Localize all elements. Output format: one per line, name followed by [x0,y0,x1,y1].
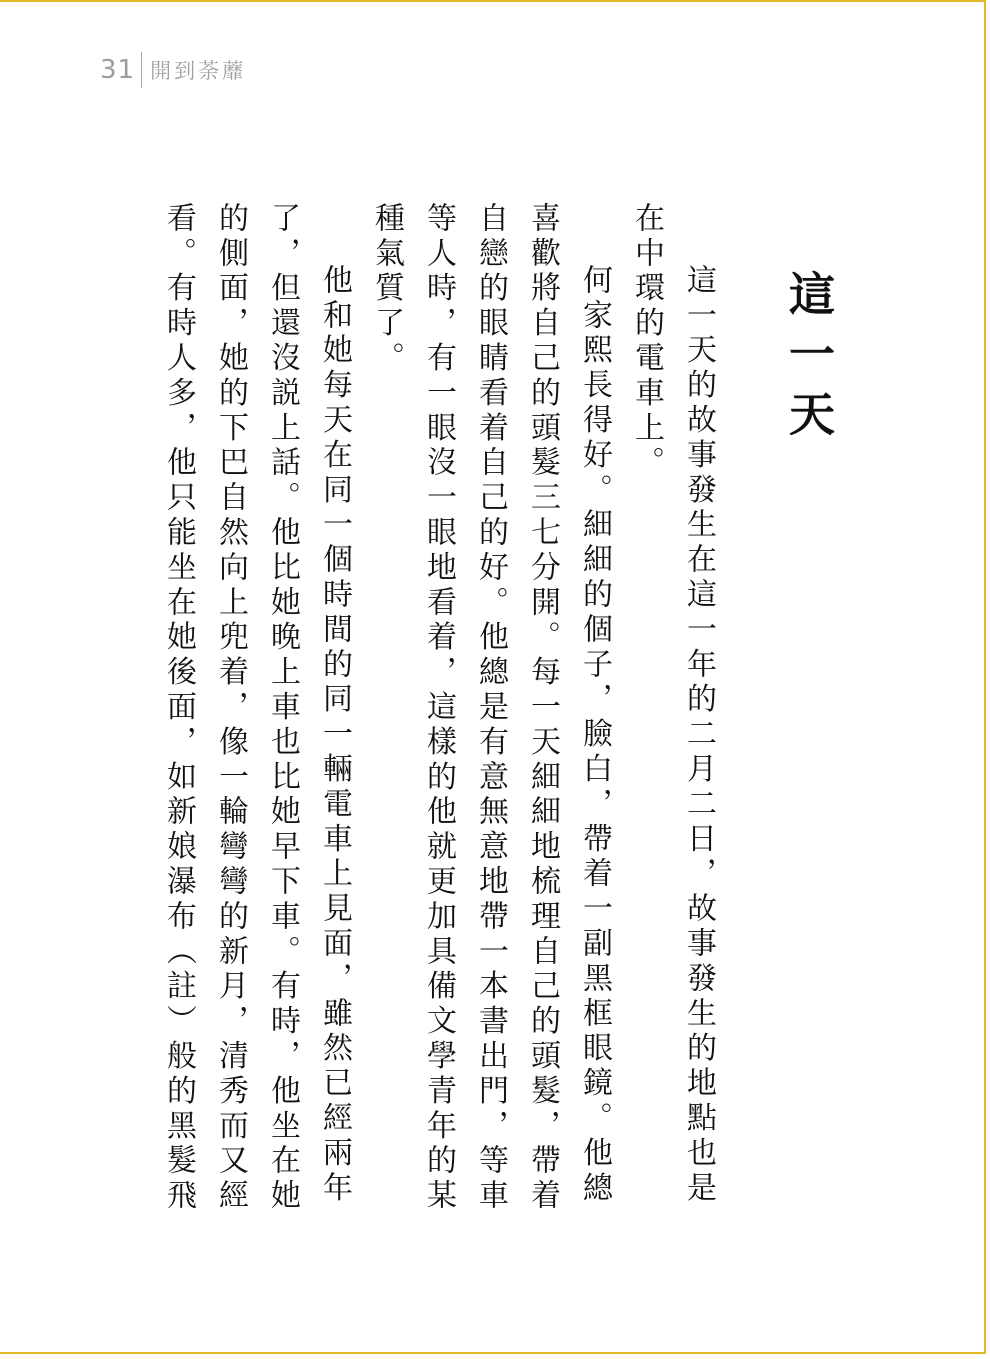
text-column: 自戀的眼睛看着自己的好。他總是有意無意地帶一本書出門，等車 [473,202,508,1215]
text-column: 在中環的電車上。 [629,202,664,482]
running-header [100,50,246,90]
text-column: 種氣質了。 [369,202,404,377]
text-column: 看。有時人多，他只能坐在她後面，如新娘瀑布（註）般的黑髮飛 [161,202,196,1215]
page-number: 31 [100,55,136,85]
header-divider [141,52,142,88]
text-column: 何家熙長得好。細細的個子，臉白，帶着一副黑框眼鏡。他總 [577,264,612,1207]
book-title: 開到荼蘼 [150,59,247,83]
chapter-title: 這一天 [782,270,836,450]
text-column: 喜歡將自己的頭髮三七分開。每一天細細地梳理自己的頭髮，帶着 [525,202,560,1215]
text-column: 這一天的故事發生在這一年的二月二日，故事發生的地點也是 [681,264,716,1207]
text-column: 的側面，她的下巴自然向上兜着，像一輪彎彎的新月，清秀而又經 [213,202,248,1215]
text-column: 他和她每天在同一個時間的同一輛電車上見面，雖然已經兩年 [317,264,352,1207]
text-column: 了，但還沒説上話。他比她晚上車也比她早下車。有時，他坐在她 [265,202,300,1215]
text-column: 等人時，有一眼沒一眼地看着，這樣的他就更加具備文學青年的某 [421,202,456,1215]
